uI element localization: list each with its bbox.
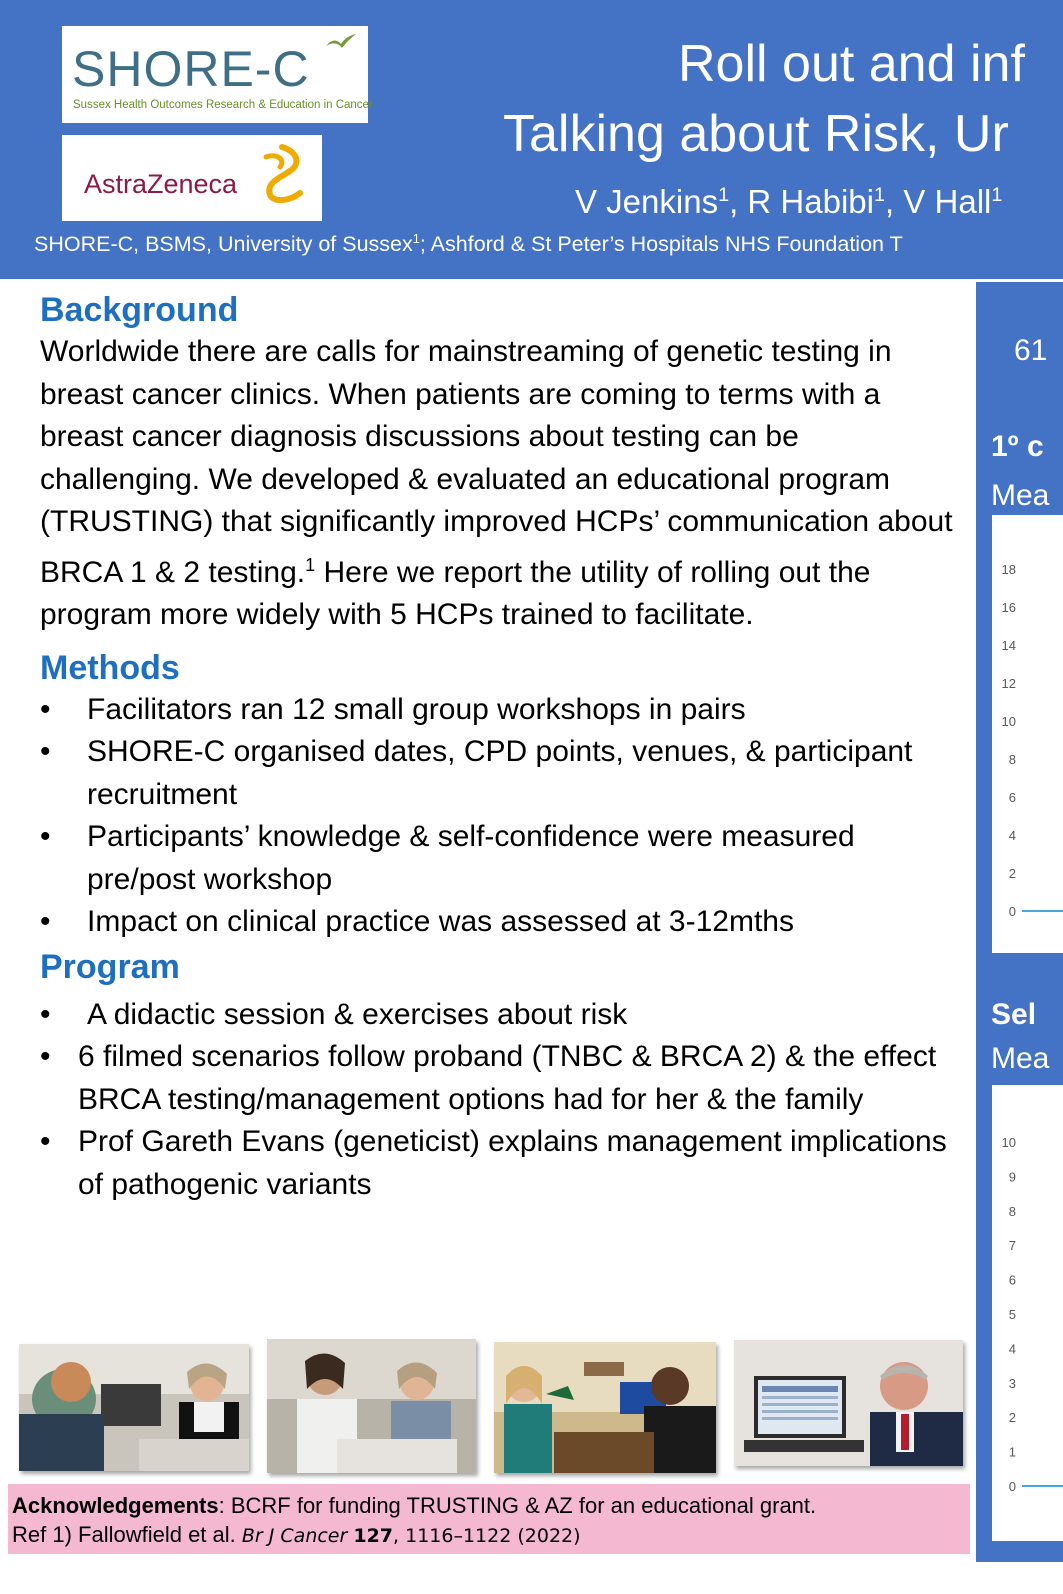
chart2-subtitle: Mea bbox=[991, 1042, 1050, 1075]
chart1-y-tick-label: 2 bbox=[1008, 866, 1016, 881]
methods-heading: Methods bbox=[40, 648, 180, 687]
list-item: • SHORE-C organised dates, CPD points, venues, & participant recruitment bbox=[40, 731, 955, 816]
program-list bbox=[40, 994, 955, 1207]
shore-c-logo bbox=[62, 26, 373, 123]
program-heading: Program bbox=[40, 947, 180, 986]
reference-volume: 127 bbox=[353, 1525, 394, 1547]
scenario-photo bbox=[19, 1344, 249, 1471]
chart2-y-tick-label: 9 bbox=[1008, 1169, 1016, 1185]
chart2-y-tick-label: 1 bbox=[1008, 1444, 1016, 1460]
reference-prefix: Ref 1) Fallowfield et al. bbox=[12, 1522, 242, 1547]
scenario-photo-strip bbox=[0, 1338, 975, 1478]
chart2-y-tick-label: 3 bbox=[1008, 1375, 1016, 1391]
background-text: Worldwide there are calls for mainstreaming of genetic testing in breast cancer clinics. When patients are coming to terms with a breast cancer diagnosis discussions about testing can be challenging. We developed & evaluated an educational program (TRUSTING) that significantly improved HCPs’ communication about BRCA 1 & 2 testing.$^1$ Here we report the utility of rolling out the program more widely with 5 HCPs trained to facilitate. bbox=[40, 335, 953, 631]
chart1-y-tick-label: 14 bbox=[1001, 638, 1016, 653]
list-item: • Prof Gareth Evans (geneticist) explains management implications of pathogenic variants bbox=[40, 1121, 955, 1206]
list-item: • Facilitators ran 12 small group workshops in pairs bbox=[40, 689, 955, 732]
chart2-title: Sel bbox=[991, 998, 1037, 1031]
poster-header bbox=[0, 0, 1063, 279]
astrazeneca-logo-text: AstraZeneca bbox=[84, 169, 238, 199]
shore-c-logo-text: SHORE-C bbox=[72, 41, 310, 97]
chart1-title: 1º c bbox=[991, 430, 1044, 463]
list-item: • 6 filmed scenarios follow proband (TNBC & BRCA 2) & the effect BRCA testing/management options had for her & the family bbox=[40, 1036, 955, 1121]
author-affiliation-mark: 1 bbox=[873, 184, 885, 206]
right-results-panel bbox=[976, 282, 1063, 1562]
chart1-y-tick-label: 0 bbox=[1008, 904, 1016, 919]
left-column bbox=[40, 289, 955, 1206]
background-heading: Background bbox=[40, 291, 239, 329]
chart1-y-tick-label: 8 bbox=[1008, 752, 1016, 767]
scenario-photo bbox=[734, 1340, 963, 1466]
chart2-y-tick-label: 8 bbox=[1008, 1203, 1016, 1219]
poster-title-line-2: Talking about Risk, Ur bbox=[503, 105, 1009, 163]
scenario-photo bbox=[494, 1342, 716, 1473]
shore-c-logo-subtitle: Sussex Health Outcomes Research & Education in Cancer bbox=[73, 99, 373, 111]
chart1-svg bbox=[992, 515, 1063, 953]
astrazeneca-logo bbox=[62, 135, 322, 221]
author-affiliation-mark: 1 bbox=[718, 184, 730, 206]
chart1-y-tick-label: 16 bbox=[1001, 600, 1016, 615]
list-item: • Impact on clinical practice was assessed at 3-12mths bbox=[40, 901, 955, 944]
chart2-y-tick-label: 0 bbox=[1008, 1479, 1016, 1494]
reference-journal: Br J Cancer bbox=[241, 1525, 348, 1547]
affiliations: SHORE-C, BSMS, University of Sussex$^1$; Ashford & St Peter’s Hospitals NHS Foundation T bbox=[34, 231, 903, 257]
chart1-y-tick-label: 10 bbox=[1001, 714, 1016, 729]
chart1-y-tick-label: 12 bbox=[1001, 676, 1016, 691]
reference-pages: , 1116–1122 (2022) bbox=[393, 1525, 581, 1547]
methods-list bbox=[40, 689, 955, 944]
acknowledgements-text: : BCRF for funding TRUSTING & AZ for an educational grant. bbox=[218, 1493, 817, 1518]
chart1-plot-area bbox=[992, 515, 1063, 953]
chart2-y-tick-label: 10 bbox=[1001, 1135, 1016, 1150]
chart1-y-tick-label: 18 bbox=[1001, 562, 1016, 577]
acknowledgements-box bbox=[8, 1484, 970, 1554]
astrazeneca-swirl-icon bbox=[256, 143, 308, 205]
chart2-y-tick-label: 4 bbox=[1008, 1341, 1016, 1357]
chart2-svg bbox=[992, 1085, 1063, 1541]
affiliation-mark: 1 bbox=[412, 231, 420, 246]
chart2-y-tick-label: 5 bbox=[1008, 1307, 1016, 1322]
chart2-y-tick-label: 2 bbox=[1008, 1410, 1016, 1426]
poster-title-line-1: Roll out and inf bbox=[678, 35, 1025, 93]
author-name: V Jenkins bbox=[575, 183, 719, 220]
results-stat: 61 bbox=[1014, 334, 1048, 367]
chart2-y-tick-label: 6 bbox=[1008, 1272, 1016, 1288]
chart2-plot-area bbox=[992, 1085, 1063, 1541]
chart2-y-tick-label: 7 bbox=[1008, 1238, 1016, 1254]
author-affiliation-mark: 1 bbox=[991, 184, 1003, 206]
chart1-y-tick-label: 4 bbox=[1008, 828, 1016, 843]
acknowledgements-label: Acknowledgements bbox=[12, 1493, 219, 1518]
chart1-y-tick-label: 6 bbox=[1008, 790, 1016, 805]
author-name: , R Habibi bbox=[729, 183, 874, 220]
author-name: , V Hall bbox=[885, 183, 992, 220]
chart1-subtitle: Mea bbox=[991, 479, 1050, 512]
scenario-photo bbox=[267, 1339, 476, 1473]
seagull-icon bbox=[324, 32, 358, 52]
list-item: • Participants’ knowledge & self-confidence were measured pre/post workshop bbox=[40, 816, 955, 901]
citation-mark: 1 bbox=[305, 554, 316, 575]
list-item: • A didactic session & exercises about risk bbox=[40, 994, 955, 1037]
author-list bbox=[575, 183, 1002, 221]
